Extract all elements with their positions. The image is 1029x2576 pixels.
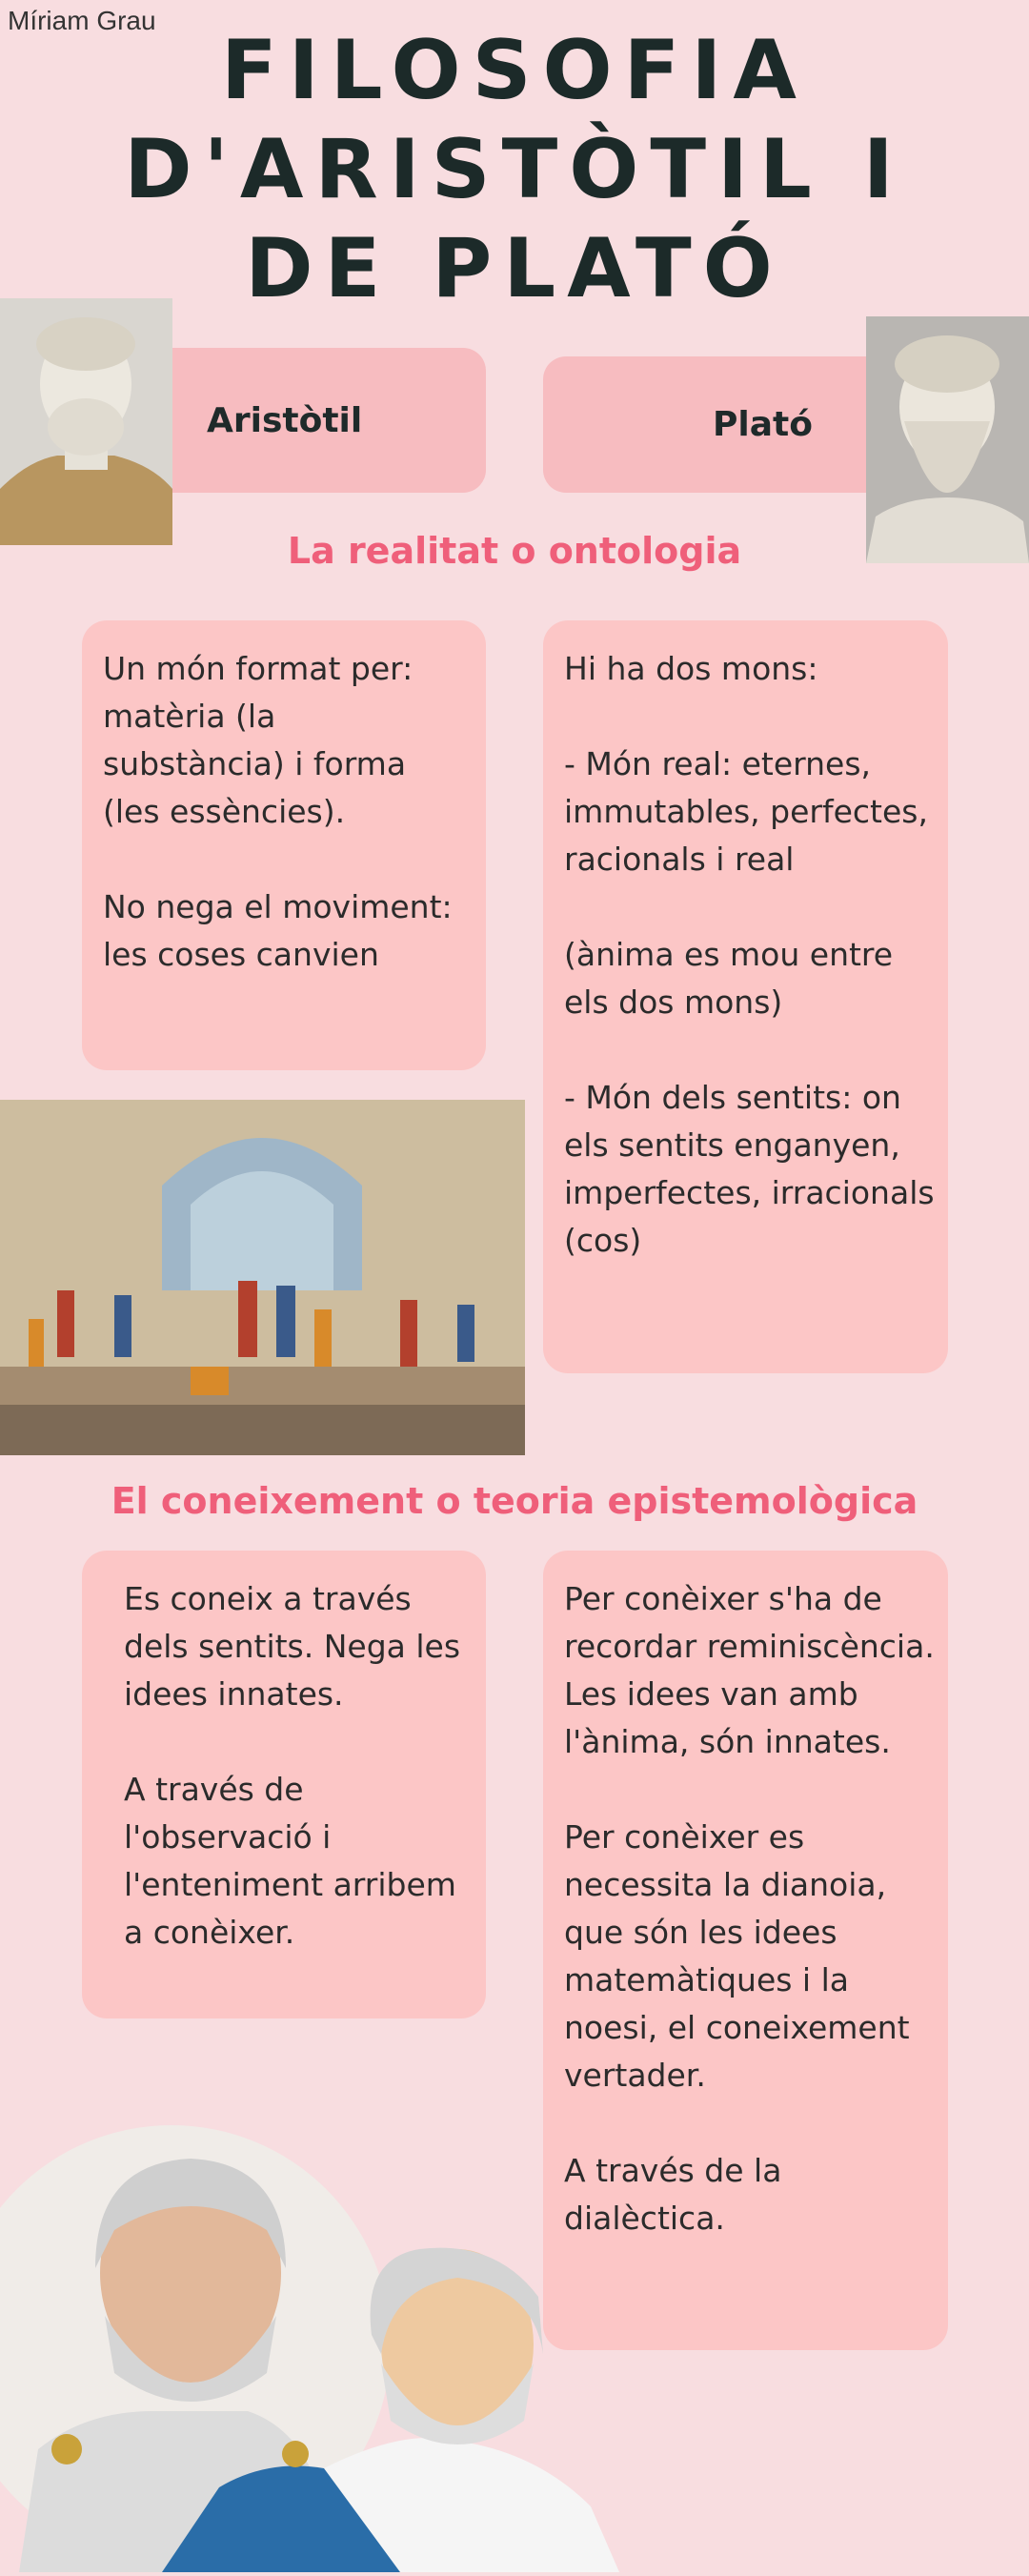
author-name: Míriam Grau — [8, 6, 156, 35]
plato-bust-image — [866, 316, 1029, 563]
page-title — [0, 21, 1029, 318]
plato-epistemology-card: Per conèixer s'ha de recordar reminiscència. Les idees van amb l'ànima, són innates. Per conèixer es necessita la dianoia, que són les idees matemàtiques i la noesi, el coneixement vertader. A través de la dialèctica. — [543, 1551, 948, 2350]
title-line: DE PLATÓ — [245, 221, 784, 316]
aristotle-ontology-card: Un món format per: matèria (la substància) i forma (les essències). No nega el moviment: les coses canvien — [82, 620, 486, 1070]
aristotle-bust-image — [0, 298, 172, 545]
plato-label-box — [543, 356, 870, 493]
aristotle-label: Aristòtil — [207, 400, 363, 440]
aristotle-epistemology-card: Es coneix a través dels sentits. Nega les idees innates. A través de l'observació i l'enteniment arribem a conèixer. — [82, 1551, 486, 2018]
title-line: D'ARISTÒTIL I — [124, 122, 905, 217]
school-of-athens-image — [0, 1100, 525, 1455]
section-heading-ontology: La realitat o ontologia — [287, 530, 742, 572]
title-line: FILOSOFIA — [221, 23, 808, 118]
plato-ontology-card: Hi ha dos mons: - Món real: eternes, immutables, perfectes, racionals i real (ànima es mou entre els dos mons) - Món dels sentits: on els sentits enganyen, imperfectes, irracionals (cos) — [543, 620, 948, 1373]
section-heading-epistemology: El coneixement o teoria epistemològica — [111, 1480, 918, 1522]
aristotle-label-box — [172, 348, 486, 493]
plato-label: Plató — [713, 405, 813, 444]
